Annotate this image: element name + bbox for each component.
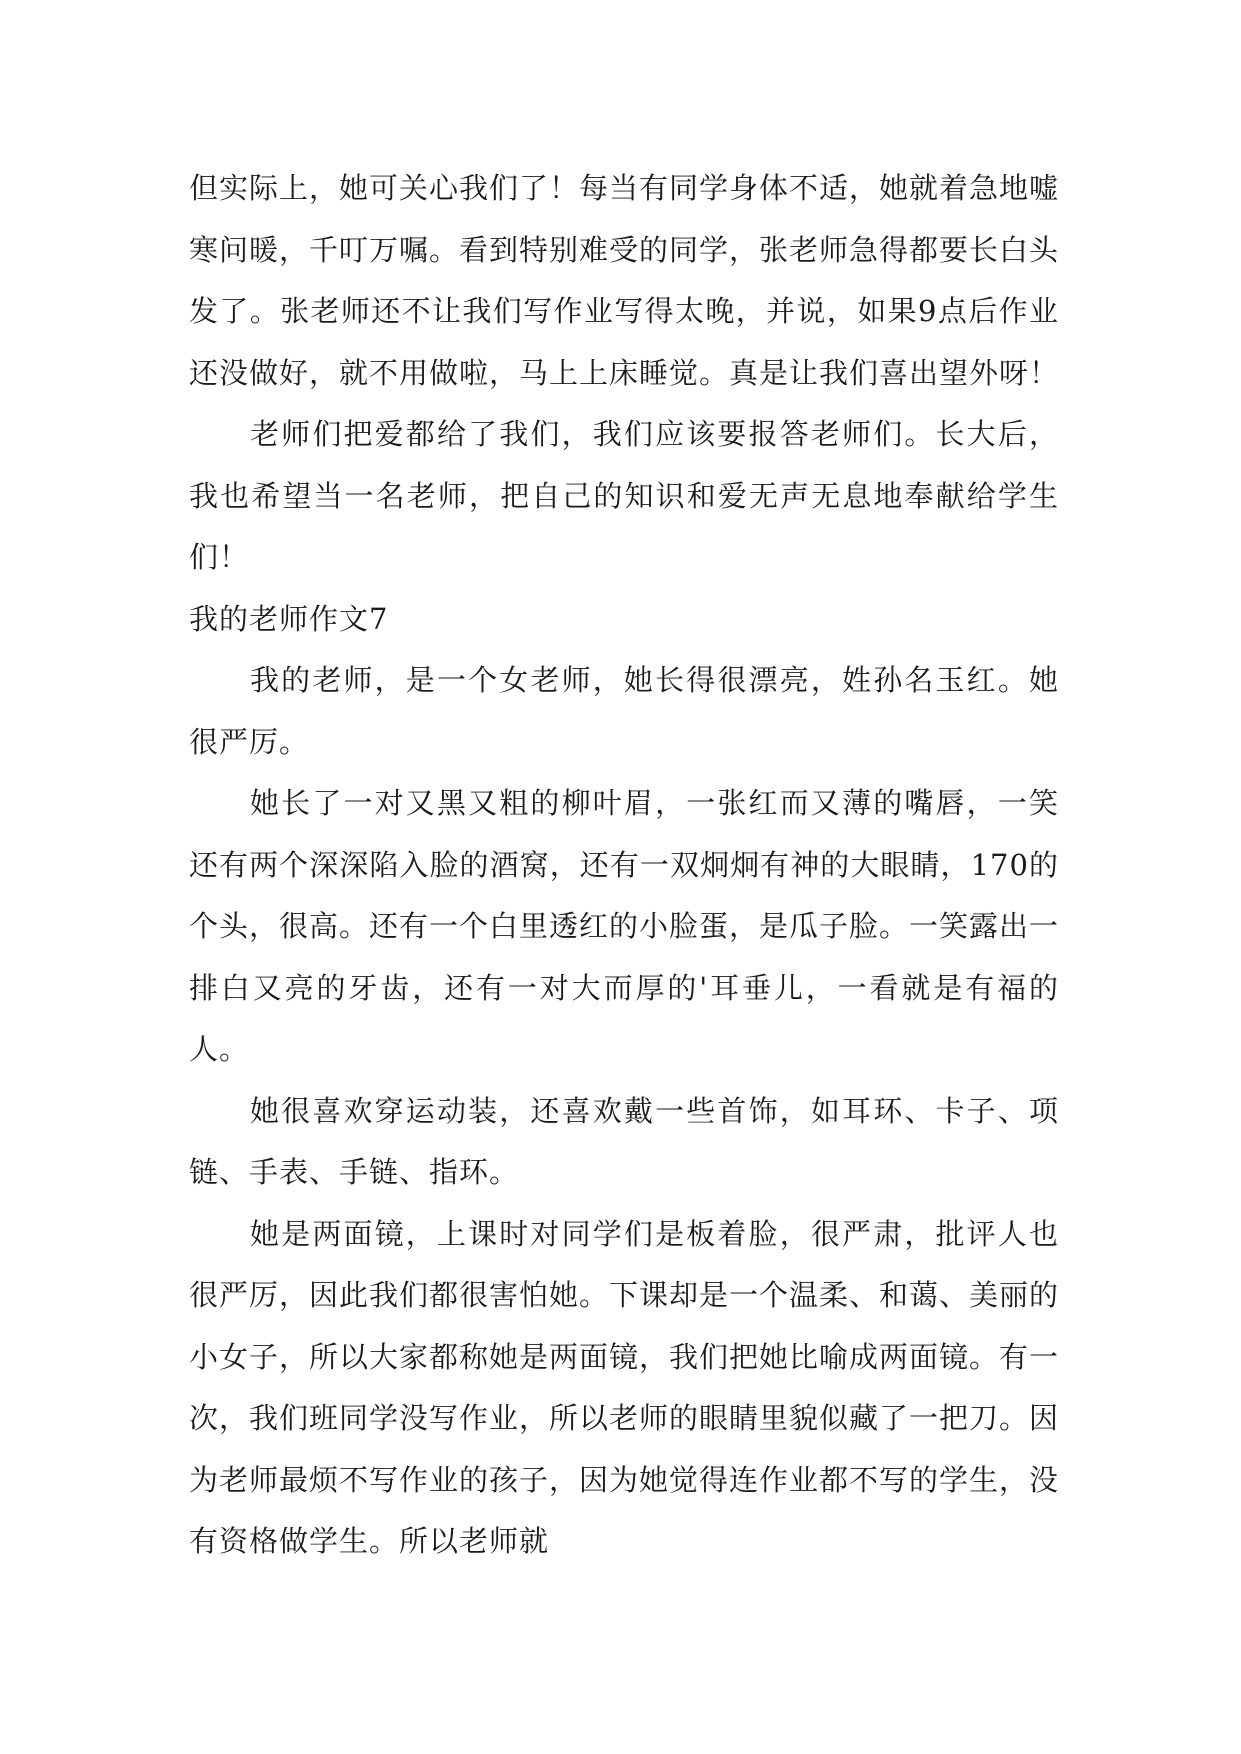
paragraph-6: 她是两面镜，上课时对同学们是板着脸，很严肃，批评人也很严厉，因此我们都很害怕她。下课却是一个温柔、和蔼、美丽的小女子，所以大家都称她是两面镜，我们把她比喻成两面镜。有一次，我们班同学没写作业，所以老师的眼睛里貌似藏了一把刀。因为老师最烦不写作业的孩子，因为她觉得连作业都不写的学生，没有资格做学生。所以老师就: [189, 1216, 1060, 1558]
document-body: [189, 158, 1059, 1573]
paragraph-4: 她长了一对又黑又粗的柳叶眉，一张红而又薄的嘴唇，一笑还有两个深深陷入脸的酒窝，还有一双炯炯有神的大眼睛，170的个头，很高。还有一个白里透红的小脸蛋，是瓜子脸。一笑露出一排白又亮的牙齿，还有一对大而厚的'耳垂儿，一看就是有福的人。: [189, 786, 1060, 1066]
paragraph-5: 她很喜欢穿运动装，还喜欢戴一些首饰，如耳环、卡子、项链、手表、手链、指环。: [189, 1093, 1059, 1189]
paragraph-1: 但实际上，她可关心我们了！每当有同学身体不适，她就着急地嘘寒问暖，千叮万嘱。看到特别难受的同学，张老师急得都要长白头发了。张老师还不让我们写作业写得太晚，并说，如果9点后作业还没做好，就不用做啦，马上上床睡觉。真是让我们喜出望外呀！: [189, 171, 1060, 390]
section-heading: 我的老师作文7: [189, 601, 389, 636]
paragraph-2: 老师们把爱都给了我们，我们应该要报答老师们。长大后，我也希望当一名老师，把自己的知识和爱无声无息地奉献给学生们！: [189, 417, 1059, 574]
paragraph-3: 我的老师，是一个女老师，她长得很漂亮，姓孙名玉红。她很严厉。: [189, 663, 1059, 759]
